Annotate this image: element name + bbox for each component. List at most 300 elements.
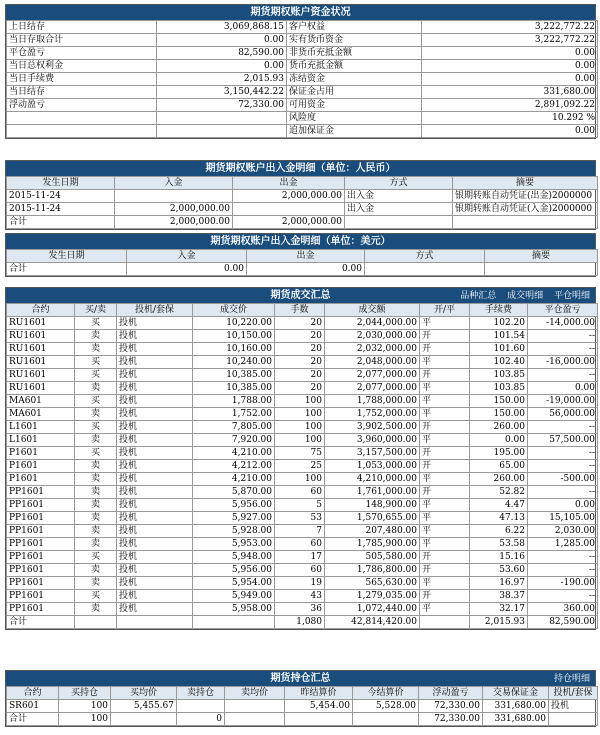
table-cell: 103.85 xyxy=(470,382,528,395)
table-row xyxy=(7,421,598,434)
table-cell: 32.17 xyxy=(470,603,528,616)
table-cell: 20 xyxy=(275,382,325,395)
table-cell: 60 xyxy=(275,538,325,551)
table-cell: 投机 xyxy=(117,512,193,525)
table-cell: 6.22 xyxy=(470,525,528,538)
account-label: 客户权益 xyxy=(287,21,422,34)
column-header: 投机/套保 xyxy=(117,304,193,317)
account-label xyxy=(7,125,157,138)
table-cell: 53.60 xyxy=(470,564,528,577)
table-cell: PP1601 xyxy=(7,512,75,525)
table-cell: 合计 xyxy=(7,263,127,276)
table-cell: RU1601 xyxy=(7,356,75,369)
column-header: 入金 xyxy=(115,177,233,190)
table-cell: 1,570,655.00 xyxy=(325,512,420,525)
column-header: 平仓盈亏 xyxy=(528,304,598,317)
table-row xyxy=(7,538,598,551)
table-cell: 投机 xyxy=(117,473,193,486)
table-cell: 47.13 xyxy=(470,512,528,525)
account-value: 2,891,092.22 xyxy=(422,99,598,112)
table-cell: 3,157,500.00 xyxy=(325,447,420,460)
table-cell: 银期转账自动凭证(入金)2000000 xyxy=(453,203,598,216)
table-cell: MA601 xyxy=(7,395,75,408)
account-label: 风险度 xyxy=(287,112,422,125)
table-cell: 2,077,000.00 xyxy=(325,369,420,382)
table-cell: 10,385.00 xyxy=(193,369,275,382)
column-header: 卖持仓 xyxy=(177,687,225,700)
table-cell xyxy=(549,713,598,726)
table-row xyxy=(7,564,598,577)
table-cell: 20 xyxy=(275,330,325,343)
table-cell: PP1601 xyxy=(7,486,75,499)
column-header: 方式 xyxy=(365,250,485,263)
table-cell: 65.00 xyxy=(470,460,528,473)
account-label: 实有货币资金 xyxy=(287,34,422,47)
table-cell: 10,385.00 xyxy=(193,382,275,395)
table-cell: 42,814,420.00 xyxy=(325,616,420,629)
column-header-row xyxy=(7,304,598,317)
table-cell: 1,786,800.00 xyxy=(325,564,420,577)
column-header: 合约 xyxy=(7,687,59,700)
table-cell: 5,954.00 xyxy=(193,577,275,590)
table-row xyxy=(7,382,598,395)
table-cell: 出入金 xyxy=(345,190,453,203)
table-cell: PP1601 xyxy=(7,551,75,564)
account-value: 82,590.00 xyxy=(157,47,287,60)
table-cell: 开 xyxy=(420,369,470,382)
table-row xyxy=(7,700,598,713)
table-cell: PP1601 xyxy=(7,564,75,577)
table-cell: 101.54 xyxy=(470,330,528,343)
account-label: 非货币充抵金额 xyxy=(287,47,422,60)
table-cell: 投机 xyxy=(117,421,193,434)
usd-transfer-table xyxy=(6,249,598,276)
account-label: 可用资金 xyxy=(287,99,422,112)
table-cell: PP1601 xyxy=(7,603,75,616)
table-cell: 207,480.00 xyxy=(325,525,420,538)
table-cell: -500.00 xyxy=(528,473,598,486)
account-value: 0.00 xyxy=(157,60,287,73)
table-cell: 100 xyxy=(275,434,325,447)
table-cell: -- xyxy=(528,447,598,460)
table-cell: 75 xyxy=(275,447,325,460)
column-header: 买/卖 xyxy=(75,304,117,317)
table-cell: 102.20 xyxy=(470,317,528,330)
table-cell: 开 xyxy=(420,590,470,603)
table-cell: 平 xyxy=(420,395,470,408)
table-cell: 1,785,900.00 xyxy=(325,538,420,551)
table-cell: 5,928.00 xyxy=(193,525,275,538)
table-cell: 合计 xyxy=(7,713,59,726)
table-cell: 57,500.00 xyxy=(528,434,598,447)
column-header: 成交额 xyxy=(325,304,420,317)
table-cell: 100 xyxy=(275,421,325,434)
table-cell: 5,870.00 xyxy=(193,486,275,499)
account-row xyxy=(7,47,598,60)
table-cell: 投机 xyxy=(117,525,193,538)
table-cell: 平 xyxy=(420,577,470,590)
table-cell: 3,960,000.00 xyxy=(325,434,420,447)
table-cell: 平 xyxy=(420,603,470,616)
table-cell: 10,240.00 xyxy=(193,356,275,369)
table-cell: 25 xyxy=(275,460,325,473)
table-row xyxy=(7,499,598,512)
table-cell: 投机 xyxy=(117,564,193,577)
table-cell xyxy=(177,700,225,713)
column-header-row xyxy=(7,687,598,700)
table-cell: 5,956.00 xyxy=(193,564,275,577)
account-value: 0.00 xyxy=(422,47,598,60)
table-cell: 卖 xyxy=(75,434,117,447)
table-cell: 4,212.00 xyxy=(193,460,275,473)
table-cell: 投机 xyxy=(117,551,193,564)
table-row xyxy=(7,330,598,343)
column-header: 交易保证金 xyxy=(483,687,549,700)
table-cell: 1,761,000.00 xyxy=(325,486,420,499)
link-close-detail[interactable]: 平仓明细 xyxy=(553,291,590,301)
table-cell: 1,788,000.00 xyxy=(325,395,420,408)
table-cell xyxy=(453,216,598,229)
table-cell: 平 xyxy=(420,525,470,538)
table-cell: 投机 xyxy=(117,447,193,460)
column-header: 出金 xyxy=(233,177,345,190)
table-cell xyxy=(365,263,485,276)
table-cell: -16,000.00 xyxy=(528,356,598,369)
table-cell: 投机 xyxy=(117,408,193,421)
table-cell: 2,000,000.00 xyxy=(115,216,233,229)
rmb-transfer-section xyxy=(5,160,596,230)
table-cell: 投机 xyxy=(117,395,193,408)
table-cell: 买 xyxy=(75,369,117,382)
table-cell: 5 xyxy=(275,499,325,512)
table-cell: 2015-11-24 xyxy=(7,190,115,203)
account-value: 72,330.00 xyxy=(157,99,287,112)
column-header: 买均价 xyxy=(111,687,177,700)
table-cell: 0.00 xyxy=(470,434,528,447)
table-cell xyxy=(345,216,453,229)
table-cell: MA601 xyxy=(7,408,75,421)
table-cell xyxy=(353,713,419,726)
column-header: 手数 xyxy=(275,304,325,317)
account-label xyxy=(7,112,157,125)
table-cell: 331,680.00 xyxy=(483,700,549,713)
table-cell: 合计 xyxy=(7,216,115,229)
table-cell xyxy=(75,616,117,629)
position-summary-table xyxy=(6,686,598,726)
table-cell xyxy=(111,713,177,726)
table-cell: 开 xyxy=(420,486,470,499)
table-cell: 19 xyxy=(275,577,325,590)
table-row xyxy=(7,512,598,525)
table-cell: -- xyxy=(528,421,598,434)
table-cell: RU1601 xyxy=(7,343,75,356)
account-status-title: 期货期权账户资金状况 xyxy=(6,5,595,20)
table-row xyxy=(7,356,598,369)
table-cell: 5,956.00 xyxy=(193,499,275,512)
table-cell: 7,805.00 xyxy=(193,421,275,434)
table-cell: 2,077,000.00 xyxy=(325,382,420,395)
table-cell: 2,000,000.00 xyxy=(115,203,233,216)
table-cell: 投机 xyxy=(117,434,193,447)
account-row xyxy=(7,34,598,47)
column-header: 买持仓 xyxy=(59,687,111,700)
table-cell: 72,330.00 xyxy=(419,700,483,713)
table-cell: -- xyxy=(528,460,598,473)
table-cell: 卖 xyxy=(75,343,117,356)
table-cell: SR601 xyxy=(7,700,59,713)
table-cell: 15,105.00 xyxy=(528,512,598,525)
table-cell: 1,752,000.00 xyxy=(325,408,420,421)
table-cell: 195.00 xyxy=(470,447,528,460)
account-value: 0.00 xyxy=(157,34,287,47)
table-cell: 1,080 xyxy=(275,616,325,629)
table-cell xyxy=(193,616,275,629)
table-cell: 0.00 xyxy=(528,382,598,395)
table-cell: 36 xyxy=(275,603,325,616)
table-cell: 5,455.67 xyxy=(111,700,177,713)
table-cell: 买 xyxy=(75,590,117,603)
table-cell xyxy=(225,700,285,713)
table-cell: 卖 xyxy=(75,499,117,512)
table-row xyxy=(7,486,598,499)
table-cell: 卖 xyxy=(75,525,117,538)
account-value: 331,680.00 xyxy=(422,86,598,99)
column-header: 今结算价 xyxy=(353,687,419,700)
account-label: 浮动盈亏 xyxy=(7,99,157,112)
table-cell: 买 xyxy=(75,356,117,369)
trade-summary-title: 期货成交汇总 xyxy=(270,290,331,301)
table-cell: 卖 xyxy=(75,486,117,499)
table-cell: 360.00 xyxy=(528,603,598,616)
account-label: 平仓盈亏 xyxy=(7,47,157,60)
table-cell: 买 xyxy=(75,421,117,434)
table-cell: 开 xyxy=(420,421,470,434)
table-cell: 10,150.00 xyxy=(193,330,275,343)
table-cell: 52.82 xyxy=(470,486,528,499)
table-cell: 卖 xyxy=(75,564,117,577)
table-cell: 4,210.00 xyxy=(193,473,275,486)
table-cell: 平 xyxy=(420,356,470,369)
account-row xyxy=(7,73,598,86)
table-cell: 0.00 xyxy=(247,263,365,276)
table-cell: 2,032,000.00 xyxy=(325,343,420,356)
table-cell: 17 xyxy=(275,551,325,564)
table-cell: 148,900.00 xyxy=(325,499,420,512)
link-variety-summary[interactable]: 品种汇总 xyxy=(460,291,497,301)
table-cell: 2,030,000.00 xyxy=(325,330,420,343)
table-cell: 平 xyxy=(420,473,470,486)
column-header: 发生日期 xyxy=(7,250,127,263)
account-row xyxy=(7,21,598,34)
table-cell: 投机 xyxy=(117,577,193,590)
table-cell: 505,580.00 xyxy=(325,551,420,564)
table-cell: L1601 xyxy=(7,434,75,447)
table-cell: 5,528.00 xyxy=(353,700,419,713)
table-row xyxy=(7,190,598,203)
account-row xyxy=(7,99,598,112)
account-label: 当日总权利金 xyxy=(7,60,157,73)
table-cell: L1601 xyxy=(7,421,75,434)
table-cell: 72,330.00 xyxy=(419,713,483,726)
table-cell: 53.58 xyxy=(470,538,528,551)
table-row xyxy=(7,551,598,564)
table-cell: 2015-11-24 xyxy=(7,203,115,216)
table-row xyxy=(7,369,598,382)
table-cell: 投机 xyxy=(117,330,193,343)
table-cell: 2,048,000.00 xyxy=(325,356,420,369)
table-cell: 开 xyxy=(420,460,470,473)
account-value: 0.00 xyxy=(422,73,598,86)
table-row xyxy=(7,263,598,276)
table-cell: 投机 xyxy=(117,317,193,330)
table-cell: 银期转账自动凭证(出金)2000000 xyxy=(453,190,598,203)
table-cell: 5,949.00 xyxy=(193,590,275,603)
account-row xyxy=(7,125,598,138)
table-cell: 投机 xyxy=(117,538,193,551)
column-header: 合约 xyxy=(7,304,75,317)
position-summary-section xyxy=(5,670,596,727)
table-row xyxy=(7,343,598,356)
table-cell: 101.60 xyxy=(470,343,528,356)
table-cell xyxy=(420,616,470,629)
table-cell: 开 xyxy=(420,447,470,460)
table-cell: 卖 xyxy=(75,577,117,590)
table-cell: 7,920.00 xyxy=(193,434,275,447)
column-header: 出金 xyxy=(247,250,365,263)
table-cell: 平 xyxy=(420,538,470,551)
table-cell: 开 xyxy=(420,343,470,356)
table-cell: -- xyxy=(528,564,598,577)
table-cell: 1,285.00 xyxy=(528,538,598,551)
table-cell: 卖 xyxy=(75,330,117,343)
account-value: 3,222,772.22 xyxy=(422,34,598,47)
column-header: 开/平 xyxy=(420,304,470,317)
table-cell: PP1601 xyxy=(7,499,75,512)
trade-summary-section xyxy=(5,287,596,630)
table-cell: 买 xyxy=(75,447,117,460)
table-cell: 1,072,440.00 xyxy=(325,603,420,616)
link-position-detail[interactable]: 持仓明细 xyxy=(553,674,590,684)
table-cell: 4.47 xyxy=(470,499,528,512)
table-cell: 投机 xyxy=(117,499,193,512)
table-cell: 2,044,000.00 xyxy=(325,317,420,330)
table-cell: -- xyxy=(528,486,598,499)
table-cell: 5,953.00 xyxy=(193,538,275,551)
table-cell xyxy=(285,713,353,726)
table-cell: 100 xyxy=(275,473,325,486)
table-row xyxy=(7,408,598,421)
table-cell: 平 xyxy=(420,512,470,525)
column-header: 投机/套保 xyxy=(549,687,598,700)
account-value: 3,069,868.15 xyxy=(157,21,287,34)
table-row xyxy=(7,447,598,460)
table-row xyxy=(7,525,598,538)
table-cell: 买 xyxy=(75,395,117,408)
table-cell: 10,220.00 xyxy=(193,317,275,330)
table-cell: 150.00 xyxy=(470,395,528,408)
table-cell: 卖 xyxy=(75,603,117,616)
table-cell: P1601 xyxy=(7,473,75,486)
column-header: 摘要 xyxy=(485,250,598,263)
table-cell: 60 xyxy=(275,564,325,577)
table-cell: 2,000,000.00 xyxy=(233,190,345,203)
table-cell: 卖 xyxy=(75,538,117,551)
table-cell: RU1601 xyxy=(7,330,75,343)
account-label: 冻结资金 xyxy=(287,73,422,86)
table-cell: 10,160.00 xyxy=(193,343,275,356)
table-cell: 1,752.00 xyxy=(193,408,275,421)
column-header: 入金 xyxy=(127,250,247,263)
table-cell: 331,680.00 xyxy=(483,713,549,726)
column-header: 昨结算价 xyxy=(285,687,353,700)
table-cell xyxy=(233,203,345,216)
table-row xyxy=(7,590,598,603)
table-cell: 投机 xyxy=(117,460,193,473)
table-cell: 16.97 xyxy=(470,577,528,590)
column-header: 卖均价 xyxy=(225,687,285,700)
table-cell: 43 xyxy=(275,590,325,603)
account-value xyxy=(157,112,287,125)
table-cell: RU1601 xyxy=(7,317,75,330)
position-summary-title: 期货持仓汇总 xyxy=(270,673,331,684)
table-cell: 2,030.00 xyxy=(528,525,598,538)
table-cell: 开 xyxy=(420,564,470,577)
table-cell: 开 xyxy=(420,330,470,343)
column-header-row xyxy=(7,250,598,263)
table-cell: 100 xyxy=(59,700,111,713)
account-row xyxy=(7,60,598,73)
table-cell: PP1601 xyxy=(7,525,75,538)
table-cell: 投机 xyxy=(117,382,193,395)
table-cell: 投机 xyxy=(117,486,193,499)
table-cell: 260.00 xyxy=(470,473,528,486)
table-cell: 0 xyxy=(177,713,225,726)
table-cell xyxy=(115,190,233,203)
table-cell: 投机 xyxy=(117,369,193,382)
table-row xyxy=(7,216,598,229)
table-cell: -- xyxy=(528,343,598,356)
table-cell: -- xyxy=(528,330,598,343)
table-cell: 平 xyxy=(420,499,470,512)
table-cell: 15.16 xyxy=(470,551,528,564)
column-header: 手续费 xyxy=(470,304,528,317)
table-cell: 平 xyxy=(420,408,470,421)
account-label: 上日结存 xyxy=(7,21,157,34)
table-cell: 100 xyxy=(59,713,111,726)
table-cell: 卖 xyxy=(75,382,117,395)
table-cell xyxy=(485,263,598,276)
account-label: 当日手续费 xyxy=(7,73,157,86)
account-value: 3,150,442.22 xyxy=(157,86,287,99)
column-header: 成交价 xyxy=(193,304,275,317)
table-cell: 平 xyxy=(420,317,470,330)
table-cell: 0.00 xyxy=(528,499,598,512)
link-trade-detail[interactable]: 成交明细 xyxy=(507,291,544,301)
usd-transfer-title: 期货期权账户出入金明细（单位：美元） xyxy=(6,234,595,249)
account-row xyxy=(7,86,598,99)
table-cell: 100 xyxy=(275,395,325,408)
table-cell: 4,210,000.00 xyxy=(325,473,420,486)
account-label: 当日存取合计 xyxy=(7,34,157,47)
table-cell: 53 xyxy=(275,512,325,525)
table-cell: 平 xyxy=(420,434,470,447)
table-cell: 卖 xyxy=(75,473,117,486)
table-cell xyxy=(117,616,193,629)
table-cell: 合计 xyxy=(7,616,75,629)
table-cell: 投机 xyxy=(117,590,193,603)
table-cell: 100 xyxy=(275,408,325,421)
table-cell: 开 xyxy=(420,551,470,564)
